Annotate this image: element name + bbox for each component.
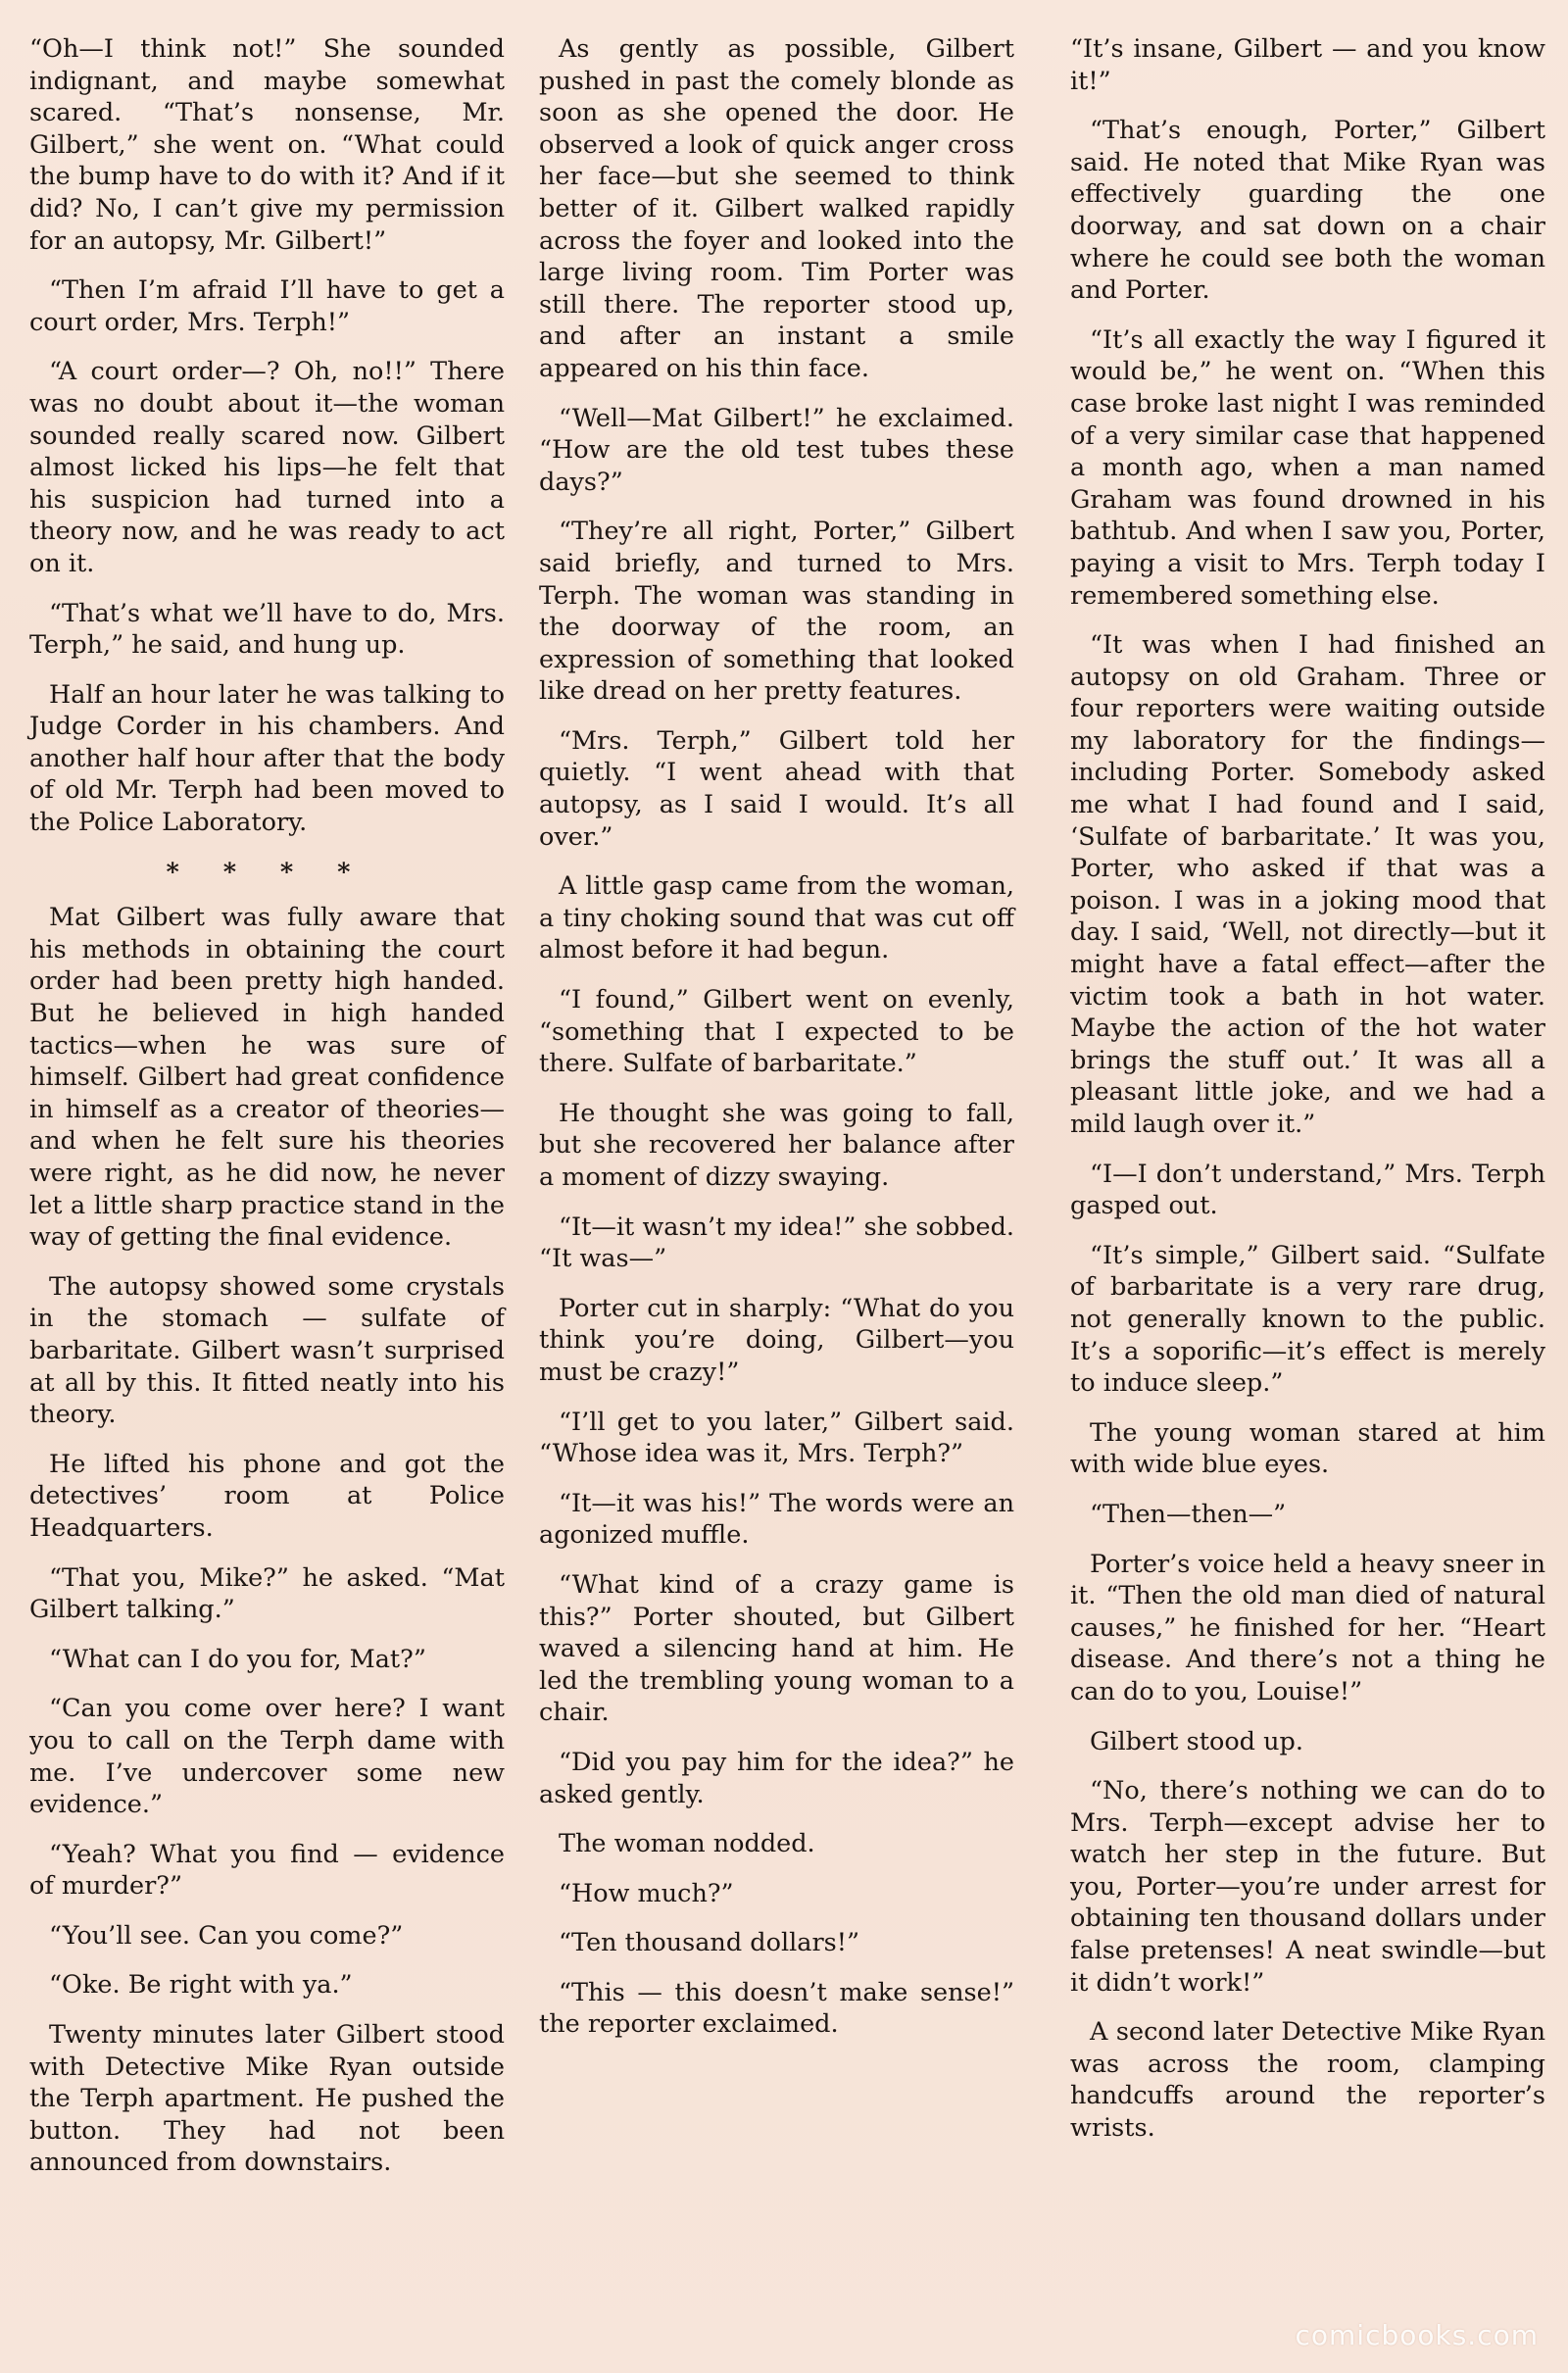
site-watermark: comicbooks.com — [1295, 2319, 1539, 2351]
paragraph: “It—it wasn’t my idea!” she sobbed. “It was—” — [539, 1211, 1014, 1274]
paragraph: “This — this doesn’t make sense!” the reporter exclaimed. — [539, 1977, 1014, 2040]
paragraph: Twenty minutes later Gilbert stood with Detective Mike Ryan outside the Terph apartment. He pushed the button. They had not been announced from downstairs. — [29, 2020, 505, 2178]
paragraph: “I’ll get to you later,” Gilbert said. “Whose idea was it, Mrs. Terph?” — [539, 1407, 1014, 1469]
paragraph: Gilbert stood up. — [1090, 1726, 1303, 1756]
paragraph: “It was when I had finished an autopsy on old Graham. Three or four reporters were waiting outside my laboratory for the findings—including Porter. Somebody asked me what I had found and I said, ‘Sulfate of barbaritate.’ It was you, Porter, who asked if that was a poison. I was in a joking mood that day. I said, ‘Well, not directly—but it might have a fatal effect—after the victim took a bath in hot water. Maybe the action of the hot water brings the stuff out.’ It was all a pleasant little joke, and we had a mild laugh over it.” — [1070, 630, 1545, 1139]
paragraph: The woman nodded. — [559, 1829, 815, 1859]
paragraph: Mat Gilbert was fully aware that his methods in obtaining the court order had been pretty high handed. But he believed in high handed tactics—when he was sure of himself. Gilbert had great confidence in himself as a creator of theories—and when he felt sure his theories were right, as he did now, he never let a little sharp practice stand in the way of getting the final evidence. — [29, 903, 505, 1253]
paragraph: “What can I do you for, Mat?” — [49, 1644, 426, 1674]
paragraph: “It’s simple,” Gilbert said. “Sulfate of barbaritate is a very rare drug, not generally known to the public. It’s a soporific—it’s effect is merely to induce sleep.” — [1070, 1240, 1545, 1399]
paragraph: “I found,” Gilbert went on evenly, “something that I expected to be there. Sulfate of barbaritate.” — [539, 985, 1014, 1079]
paragraph: The autopsy showed some crystals in the stomach — sulfate of barbaritate. Gilbert wasn’t surprised at all by this. It fitted neatly into his theory. — [29, 1271, 505, 1430]
paragraph: “Oh—I think not!” She sounded indignant, and maybe somewhat scared. “That’s nonsense, Mr. Gilbert,” she went on. “What could the bump have to do with it? And if it did? No, I can’t give my permission for an autopsy, Mr. Gilbert!” — [29, 34, 505, 256]
paragraph: “Can you come over here? I want you to call on the Terph dame with me. I’ve undercover some new evidence.” — [29, 1694, 505, 1820]
paragraph: “No, there’s nothing we can do to Mrs. Terph—except advise her to watch her step in the future. But you, Porter—you’re under arrest for obtaining ten thousand dollars under false pretenses! A neat swindle—but it didn’t work!” — [1070, 1776, 1545, 1998]
paragraph: “Did you pay him for the idea?” he asked gently. — [539, 1747, 1014, 1809]
section-separator: * * * * — [166, 857, 368, 887]
paragraph: “Mrs. Terph,” Gilbert told her quietly. “I went ahead with that autopsy, as I said I would. It’s all over.” — [539, 725, 1014, 852]
paragraph: Porter’s voice held a heavy sneer in it. “Then the old man died of natural causes,” he finished for her. “Heart disease. And there’s not a thing he can do to you, Louise!” — [1070, 1549, 1545, 1706]
paragraph: “Oke. Be right with ya.” — [49, 1970, 353, 2001]
paragraph: “Yeah? What you find — evidence of murder?” — [29, 1839, 505, 1902]
paragraph: “It’s insane, Gilbert — and you know it!” — [1070, 34, 1545, 96]
paragraph: A second later Detective Mike Ryan was across the room, clamping handcuffs around the reporter’s wrists. — [1070, 2017, 1545, 2144]
paragraph: “Well—Mat Gilbert!” he exclaimed. “How are the old test tubes these days?” — [539, 403, 1014, 497]
paragraph: “You’ll see. Can you come?” — [49, 1920, 404, 1951]
paragraph: “It—it was his!” The words were an agonized muffle. — [539, 1488, 1014, 1551]
paragraph: “Ten thousand dollars!” — [559, 1928, 860, 1958]
paragraph: “Then I’m afraid I’ll have to get a court order, Mrs. Terph!” — [29, 275, 505, 337]
paragraph: “What kind of a crazy game is this?” Porter shouted, but Gilbert waved a silencing hand at him. He led the trembling young woman to a chair. — [539, 1569, 1014, 1728]
paragraph: “They’re all right, Porter,” Gilbert said briefly, and turned to Mrs. Terph. The woman was standing in the doorway of the room, an expression of something that looked like dread on her pretty features. — [539, 517, 1014, 707]
paragraph: He lifted his phone and got the detectives’ room at Police Headquarters. — [29, 1449, 505, 1543]
paragraph: The young woman stared at him with wide blue eyes. — [1070, 1417, 1545, 1480]
paragraph: “That’s enough, Porter,” Gilbert said. He noted that Mike Ryan was effectively guarding the one doorway, and sat down on a chair where he could see both the woman and Porter. — [1070, 116, 1545, 306]
paragraph: “Then—then—” — [1090, 1499, 1287, 1529]
paragraph: “It’s all exactly the way I figured it would be,” he went on. “When this case broke last night I was reminded of a very similar case that happened a month ago, when a man named Graham was found drowned in his bathtub. And when I saw you, Porter, paying a visit to Mrs. Terph today I remembered something else. — [1070, 324, 1545, 611]
paragraph: “How much?” — [559, 1878, 734, 1908]
paragraph: “A court order—? Oh, no!!” There was no doubt about it—the woman sounded really scared now. Gilbert almost licked his lips—he felt that his suspicion had turned into a theory now, and he was ready to act on it. — [29, 357, 505, 578]
paragraph: “That’s what we’ll have to do, Mrs. Terph,” he said, and hung up. — [29, 598, 505, 661]
paragraph: As gently as possible, Gilbert pushed in past the comely blonde as soon as she opened the door. He observed a look of quick anger cross her face—but she seemed to think better of it. Gilbert walked rapidly across the foyer and looked into the large living room. Tim Porter was still there. The reporter stood up, and after an instant a smile appeared on his thin face. — [539, 34, 1014, 383]
text-column-3 — [1070, 33, 1545, 2162]
paragraph: Half an hour later he was talking to Judge Corder in his chambers. And another half hour after that the body of old Mr. Terph had been moved to the Police Laboratory. — [29, 679, 505, 838]
paragraph: A little gasp came from the woman, a tiny choking sound that was cut off almost before it had begun. — [539, 871, 1014, 965]
paragraph: “That you, Mike?” he asked. “Mat Gilbert talking.” — [29, 1562, 505, 1625]
text-column-1 — [29, 33, 505, 2197]
text-column-2 — [539, 33, 1014, 2058]
paragraph: Porter cut in sharply: “What do you think you’re doing, Gilbert—you must be crazy!” — [539, 1293, 1014, 1387]
paragraph: He thought she was going to fall, but she recovered her balance after a moment of dizzy swaying. — [539, 1098, 1014, 1192]
paragraph: “I—I don’t understand,” Mrs. Terph gasped out. — [1070, 1159, 1545, 1221]
